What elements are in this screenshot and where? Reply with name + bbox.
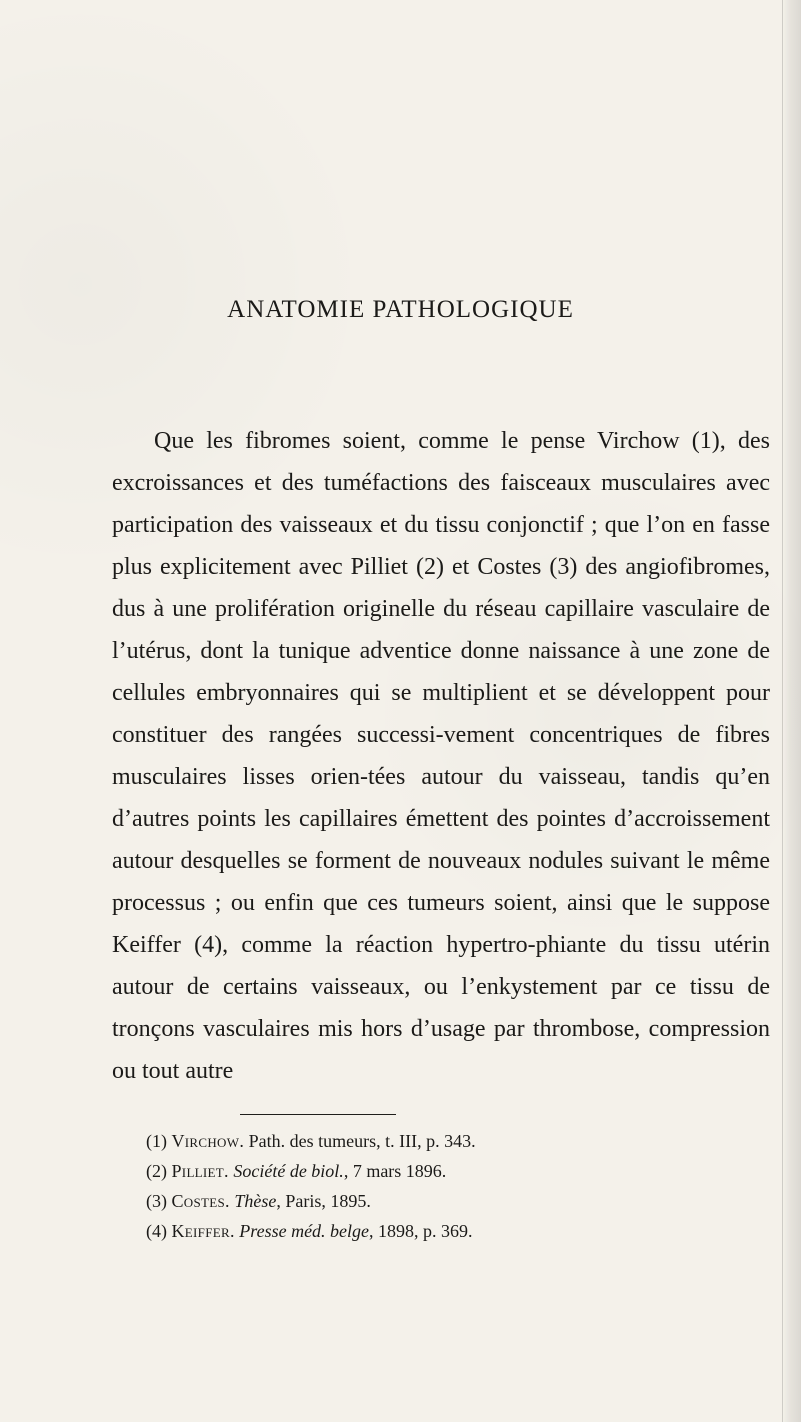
footnote-marker: (1) — [146, 1131, 167, 1151]
footnote-work: Path. des tumeurs, — [248, 1131, 381, 1151]
footnote — [146, 1126, 776, 1156]
footnote-marker: (3) — [146, 1191, 167, 1211]
footnote-author: Costes. — [171, 1191, 230, 1211]
footnote-author: Keiffer. — [171, 1221, 235, 1241]
footnote-rule — [240, 1114, 396, 1115]
footnote-italic: Société de biol. — [233, 1161, 344, 1181]
running-head: ANATOMIE PATHOLOGIQUE — [227, 296, 574, 323]
footnote-author: Pilliet. — [171, 1161, 229, 1181]
footnotes-list — [146, 1126, 776, 1246]
footnote-marker: (2) — [146, 1161, 167, 1181]
footnote — [146, 1216, 776, 1246]
footnote-author: Virchow. — [171, 1131, 245, 1151]
footnote-rest: , 1898, p. 369. — [369, 1221, 473, 1241]
page-edge-shadow — [782, 0, 801, 1422]
footnote-rest: t. III, p. 343. — [380, 1131, 476, 1151]
body-paragraph: Que les fibromes soient, comme le pense Virchow (1), des excroissances et des tuméfactions des faisceaux musculaires avec participation des vaisseaux et du tissu conjonctif ; que l’on en fasse plus explicitement avec Pilliet (2) et Costes (3) des angiofibromes, dus à une prolifération originelle du réseau capillaire vasculaire de l’utérus, dont la tunique adventice donne naissance à une zone de cellules embryonnaires qui se multiplient et se développent pour constituer des rangées successi-vement concentriques de fibres musculaires lisses orien-tées autour du vaisseau, tandis qu’en d’autres points les capillaires émettent des pointes d’accroissement autour desquelles se forment de nouveaux nodules suivant le même processus ; ou enfin que ces tumeurs soient, ainsi que le suppose Keiffer (4), comme la réaction hypertro-phiante du tissu utérin autour de certains vaisseaux, ou l’enkystement par ce tissu de tronçons vasculaires mis hors d’usage par thrombose, compression ou tout autre — [112, 428, 770, 1084]
footnote-rest: , 7 mars 1896. — [343, 1161, 447, 1181]
footnote-italic: Thèse — [234, 1191, 277, 1211]
footnote-italic: Presse méd. belge — [239, 1221, 370, 1241]
footnote — [146, 1186, 776, 1216]
footnote — [146, 1156, 776, 1186]
footnote-marker: (4) — [146, 1221, 167, 1241]
footnote-rest: , Paris, 1895. — [276, 1191, 371, 1211]
